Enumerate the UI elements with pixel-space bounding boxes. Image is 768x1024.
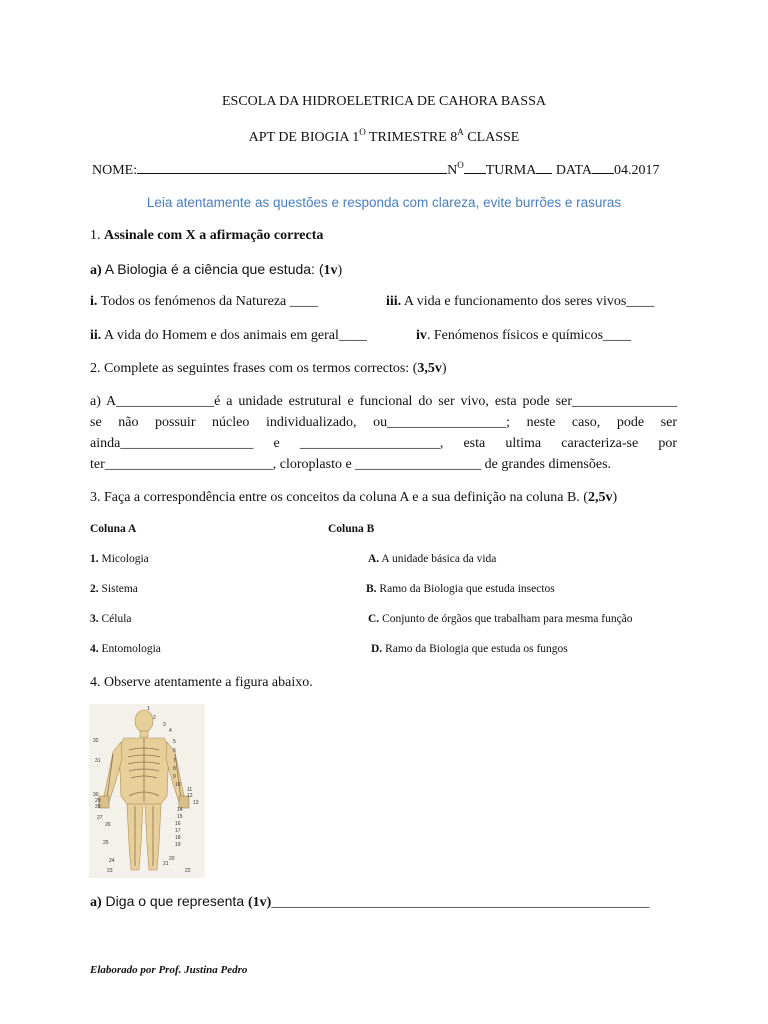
figure-label: 2 [153,715,156,721]
question-title: Assinale com X a afirmação correcta [104,228,324,243]
question-number: 1. [90,228,104,243]
figure-label: 3 [163,722,166,728]
points-close: ) [612,490,618,505]
option-label: iii. [386,294,402,309]
option-label: ii. [90,328,102,343]
figure-label: 1 [147,706,150,712]
test-title [0,127,768,146]
title-part: TRIMESTRE 8 [365,130,458,145]
figure-label: 19 [175,842,181,848]
data-blank[interactable] [592,161,614,174]
column-a-header: Coluna A [90,523,137,535]
option-label: i. [90,294,98,309]
points: (1v) [248,895,272,910]
column-b-item[interactable] [368,613,633,625]
figure-label: 31 [95,758,101,764]
question-4-title: 4. Observe atentamente a figura abaixo. [90,675,313,690]
question-1-title [90,228,323,244]
figure-label: 22 [185,868,191,874]
points-close: ) [441,361,447,376]
option-label: iv [416,328,427,343]
item-text: Ramo da Biologia que estuda os fungos [382,643,568,655]
item-text: A Biologia é a ciência que estuda: ( [101,261,324,277]
figure-label: 9 [173,774,176,780]
column-b-item[interactable] [368,553,496,565]
option-text: A vida e funcionamento dos seres vivos____ [401,294,655,309]
column-a-item[interactable] [90,553,149,565]
data-label: DATA [555,163,593,178]
option-text: A vida do Homem e dos animais em geral____ [101,328,367,343]
item-letter: D. [371,643,383,655]
item-label: a) [90,895,102,910]
figure-label: 15 [177,814,183,820]
column-b-header: Coluna B [328,523,375,535]
column-a-item[interactable] [90,583,138,595]
figure-label: 28 [95,804,101,810]
question-prompt: 3. Faça a correspondência entre os conceitos da coluna A e a sua definição na coluna B. ( [90,490,588,505]
footer-author: Elaborado por Prof. Justina Pedro [90,964,248,976]
item-text: Célula [98,613,132,625]
question-3-title [90,490,617,506]
title-superscript: A [457,127,464,137]
item-text: A unidade básica da vida [379,553,497,565]
question-2-title [90,361,447,377]
figure-label: 25 [103,840,109,846]
points: 3,5v [417,361,442,376]
question-2-line[interactable]: a) A______________é a unidade estrutural e funcional do ser vivo, esta pode ser_______________ [90,394,677,409]
figure-label: 13 [193,800,199,806]
column-a-item[interactable] [90,643,161,655]
question-1a [90,261,342,279]
title-part: APT DE BIOGIA 1 [248,130,360,145]
option-text: Todos os fenómenos da Natureza ____ [97,294,318,309]
option-i[interactable] [90,294,318,310]
figure-label: 5 [173,739,176,745]
nome-blank[interactable] [137,161,447,174]
item-letter: C. [368,613,380,625]
title-superscript: O [359,127,366,137]
student-info-line [92,160,660,179]
points: 2,5v [587,490,613,505]
title-part: CLASSE [463,130,520,145]
item-text: Micologia [98,553,149,565]
item-text: Entomologia [98,643,161,655]
points-close: ) [337,263,343,278]
figure-label: 18 [175,835,181,841]
option-iii[interactable] [386,294,654,310]
figure-label: 10 [175,782,181,788]
figure-label: 6 [173,748,176,754]
numero-label: N [447,163,458,178]
answer-blank[interactable]: ______________________________________________________ [271,895,650,910]
question-prompt: 2. Complete as seguintes frases com os termos correctos: ( [90,361,418,376]
nome-label: NOME: [92,163,138,178]
school-name: ESCOLA DA HIDROELETRICA DE CAHORA BASSA [222,94,546,109]
item-text: Sistema [98,583,138,595]
column-b-item[interactable] [371,643,568,655]
question-2-line[interactable]: ainda___________________ e ____________________, esta ultima caracteriza-se por [90,436,677,451]
figure-label: 30 [93,792,99,798]
figure-label: 12 [187,793,193,799]
question-4a[interactable] [90,893,649,911]
figure-label: 11 [187,787,193,793]
item-text: Conjunto de órgãos que trabalham para mesma função [379,613,633,625]
instructions: Leia atentamente as questões e responda com clareza, evite burrões e rasuras [146,195,622,210]
numero-superscript: O [457,160,464,170]
item-text: Diga o que representa [101,893,248,909]
figure-label: 7 [173,758,176,764]
figure-label: 4 [169,728,172,734]
figure-label: 26 [105,822,111,828]
item-letter: A. [368,553,380,565]
item-number: 1. [90,553,99,565]
item-number: 4. [90,643,99,655]
turma-blank[interactable] [536,161,552,174]
numero-blank[interactable] [464,161,486,174]
figure-label: 8 [173,766,176,772]
points: 1v [323,263,338,278]
column-b-item[interactable] [366,583,555,595]
figure-label: 17 [175,828,181,834]
figure-label: 32 [93,738,99,744]
date-value: 04.2017 [614,163,660,178]
figure-label: 23 [107,868,113,874]
figure-label: 16 [175,821,181,827]
figure-label: 20 [169,856,175,862]
option-iv[interactable] [416,328,631,344]
figure-label: 14 [177,807,183,813]
question-2-line[interactable]: se não possuir núcleo individualizado, ou_________________; neste caso, pode ser [90,415,677,430]
question-2-line[interactable]: ter________________________, cloroplasto e __________________ de grandes dimensões. [90,457,612,472]
item-number: 3. [90,613,99,625]
item-text: Ramo da Biologia que estuda insectos [376,583,555,595]
option-text: . Fenómenos físicos e químicos____ [426,328,632,343]
figure-label: 27 [97,815,103,821]
item-label: a) [90,263,102,278]
figure-label: 21 [163,861,169,867]
item-number: 2. [90,583,99,595]
turma-label: TURMA [485,163,537,178]
column-a-item[interactable] [90,613,132,625]
option-ii[interactable] [90,328,367,344]
item-letter: B. [366,583,377,595]
figure-label: 24 [109,858,115,864]
skeleton-figure [89,704,205,878]
figure-label: 29 [95,798,101,804]
